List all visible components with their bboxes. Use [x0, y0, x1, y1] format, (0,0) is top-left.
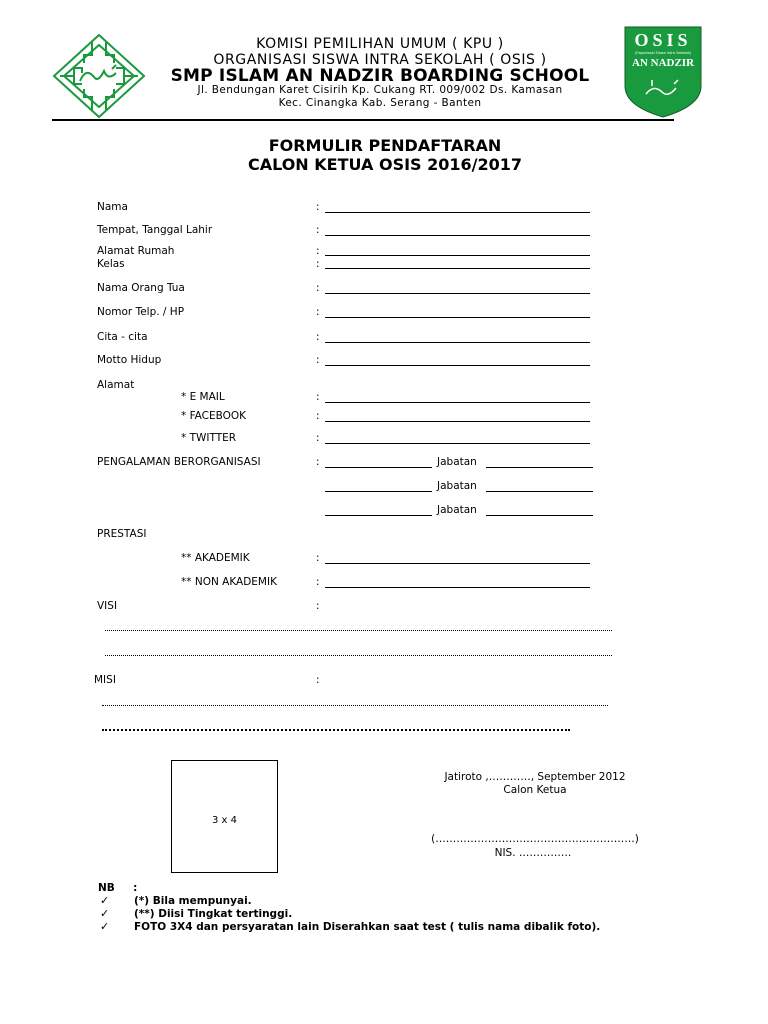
- input-email[interactable]: [325, 402, 590, 403]
- colon: :: [316, 331, 320, 343]
- header-address-1: Jl. Bendungan Karet Cisirih Kp. Cukang RT. 009/002 Ds. Kamasan: [197, 84, 563, 96]
- school-logo-icon: [52, 33, 146, 119]
- input-akademik[interactable]: [325, 563, 590, 564]
- label-misi: MISI: [94, 674, 116, 686]
- note-item-3: FOTO 3X4 dan persyaratan lain Diserahkan saat test ( tulis nama dibalik foto).: [134, 921, 601, 933]
- checkmark-icon: ✓: [100, 894, 110, 907]
- label-email: * E MAIL: [181, 391, 225, 403]
- colon: :: [316, 282, 320, 294]
- colon: :: [316, 306, 320, 318]
- label-orang-tua: Nama Orang Tua: [97, 282, 185, 294]
- osis-logo-name: AN NADZIR: [631, 57, 695, 69]
- osis-logo-title: OSIS: [634, 30, 692, 50]
- label-nama: Nama: [97, 201, 128, 213]
- label-facebook: * FACEBOOK: [181, 410, 247, 422]
- signature-name-line: (…………………………………………………): [431, 833, 639, 845]
- osis-logo-subtitle: (Organisasi Siswa Intra Sekolah): [634, 51, 692, 55]
- input-organisasi-3[interactable]: [325, 515, 432, 516]
- header-school-name: SMP ISLAM AN NADZIR BOARDING SCHOOL: [170, 66, 590, 86]
- colon: :: [316, 432, 320, 444]
- label-cita: Cita - cita: [97, 331, 148, 343]
- label-ttl: Tempat, Tanggal Lahir: [97, 224, 213, 236]
- notes-label: NB :: [98, 882, 138, 894]
- photo-size-label: 3 x 4: [212, 815, 237, 826]
- label-non-akademik: ** NON AKADEMIK: [181, 576, 277, 588]
- photo-box: [171, 760, 278, 873]
- form-title-1: FORMULIR PENDAFTARAN: [268, 136, 502, 155]
- label-kelas: Kelas: [97, 258, 125, 270]
- input-non-akademik[interactable]: [325, 587, 590, 588]
- colon: :: [316, 201, 320, 213]
- colon: :: [316, 258, 320, 270]
- colon: :: [316, 354, 320, 366]
- colon: :: [316, 410, 320, 422]
- input-visi-line-1[interactable]: [105, 630, 612, 631]
- colon: :: [316, 576, 320, 588]
- colon: :: [316, 552, 320, 564]
- input-orang-tua[interactable]: [325, 293, 590, 294]
- header-address-2: Kec. Cinangka Kab. Serang - Banten: [278, 97, 482, 109]
- signature-nis: NIS. ……………: [494, 847, 572, 859]
- input-jabatan-1[interactable]: [486, 467, 593, 468]
- label-akademik: ** AKADEMIK: [181, 552, 250, 564]
- input-twitter[interactable]: [325, 443, 590, 444]
- header-divider: [52, 119, 674, 121]
- form-title-2: CALON KETUA OSIS 2016/2017: [247, 155, 523, 174]
- label-telp: Nomor Telp. / HP: [97, 306, 185, 318]
- colon: :: [316, 456, 320, 468]
- input-telp[interactable]: [325, 317, 590, 318]
- header-osis: ORGANISASI SISWA INTRA SEKOLAH ( OSIS ): [213, 52, 547, 68]
- input-organisasi-1[interactable]: [325, 467, 432, 468]
- input-organisasi-2[interactable]: [325, 491, 432, 492]
- signature-place-date: Jatiroto ,…………, September 2012: [444, 771, 626, 783]
- input-cita[interactable]: [325, 342, 590, 343]
- input-visi-line-2[interactable]: [105, 655, 612, 656]
- colon: :: [316, 391, 320, 403]
- note-item-1: (*) Bila mempunyai.: [134, 895, 252, 907]
- checkmark-icon: ✓: [100, 920, 110, 933]
- label-twitter: * TWITTER: [181, 432, 237, 444]
- input-kelas[interactable]: [325, 268, 590, 269]
- header-kpu: KOMISI PEMILIHAN UMUM ( KPU ): [256, 36, 504, 52]
- label-jabatan: Jabatan: [437, 504, 477, 516]
- input-jabatan-2[interactable]: [486, 491, 593, 492]
- label-visi: VISI: [97, 600, 118, 612]
- input-jabatan-3[interactable]: [486, 515, 593, 516]
- signature-role: Calon Ketua: [503, 784, 567, 796]
- osis-logo: [624, 26, 702, 118]
- label-jabatan: Jabatan: [437, 456, 477, 468]
- input-misi-line-1[interactable]: [102, 705, 608, 706]
- label-pengalaman: PENGALAMAN BERORGANISASI: [97, 456, 261, 468]
- label-alamat-rumah: Alamat Rumah: [97, 245, 175, 257]
- note-item-2: (**) Diisi Tingkat tertinggi.: [134, 908, 293, 920]
- colon: :: [316, 600, 320, 612]
- input-nama[interactable]: [325, 212, 590, 213]
- label-motto: Motto Hidup: [97, 354, 162, 366]
- colon: :: [316, 245, 320, 257]
- input-misi-line-2[interactable]: [102, 729, 570, 731]
- input-facebook[interactable]: [325, 421, 590, 422]
- label-alamat: Alamat: [97, 379, 135, 391]
- label-prestasi: PRESTASI: [97, 528, 147, 540]
- input-motto[interactable]: [325, 365, 590, 366]
- checkmark-icon: ✓: [100, 907, 110, 920]
- input-ttl[interactable]: [325, 235, 590, 236]
- colon: :: [316, 674, 320, 686]
- colon: :: [316, 224, 320, 236]
- label-jabatan: Jabatan: [437, 480, 477, 492]
- input-alamat-rumah[interactable]: [325, 255, 590, 256]
